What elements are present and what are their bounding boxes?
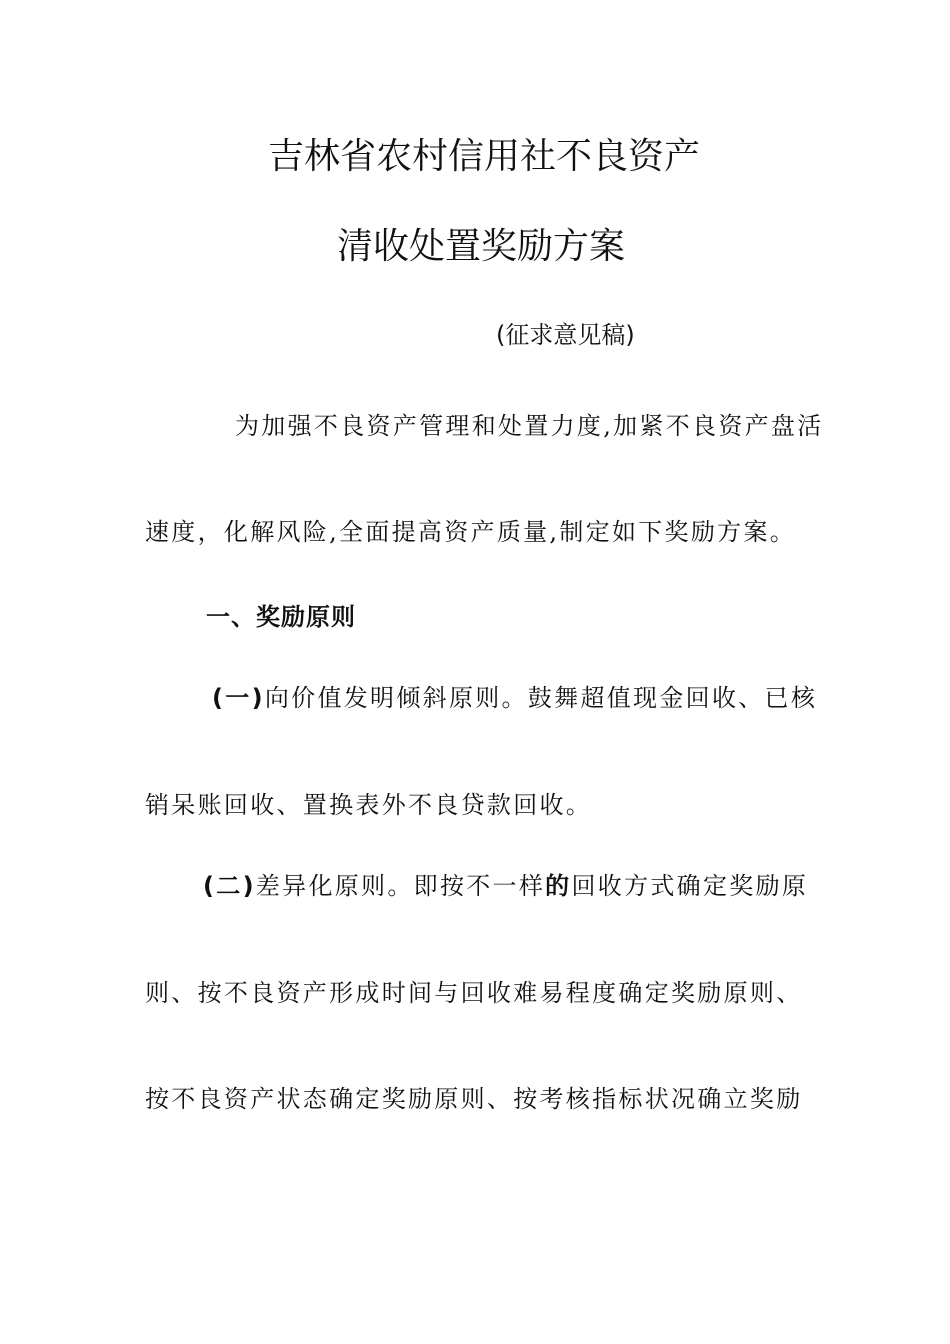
item-2-line-2: 则、按不良资产形成时间与回收难易程度确定奖励原则、 [145,979,803,1007]
item-1-line-1 [212,678,817,713]
document-title-line-1: 吉林省农村信用社不良资产 [268,136,701,177]
item-2-line-1-bold-char: 的 [545,872,572,900]
document-subtitle: (征求意见稿) [496,321,635,349]
item-2-line-1 [203,866,808,901]
intro-paragraph-line-1: 为加强不良资产管理和处置力度,加紧不良资产盘活 [235,412,824,440]
item-1-line-1-text: 向价值发明倾斜原则。鼓舞超值现金回收、已核 [264,684,818,712]
item-2-label: (二) [203,872,256,900]
item-2-line-1-text-b: 回收方式确定奖励原 [571,872,809,900]
item-2-line-3: 按不良资产状态确定奖励原则、按考核指标状况确立奖励 [145,1085,803,1113]
document-title-line-2: 清收处置奖励方案 [337,226,626,267]
intro-paragraph-line-2: 速度，化解风险,全面提高资产质量,制定如下奖励方案。 [145,518,797,546]
item-1-line-2: 销呆账回收、置换表外不良贷款回收。 [145,791,593,819]
item-1-label: (一) [212,684,265,712]
section-heading-principles: 一、奖励原则 [206,603,356,631]
item-2-line-1-text-a: 差异化原则。即按不一样 [255,872,546,900]
